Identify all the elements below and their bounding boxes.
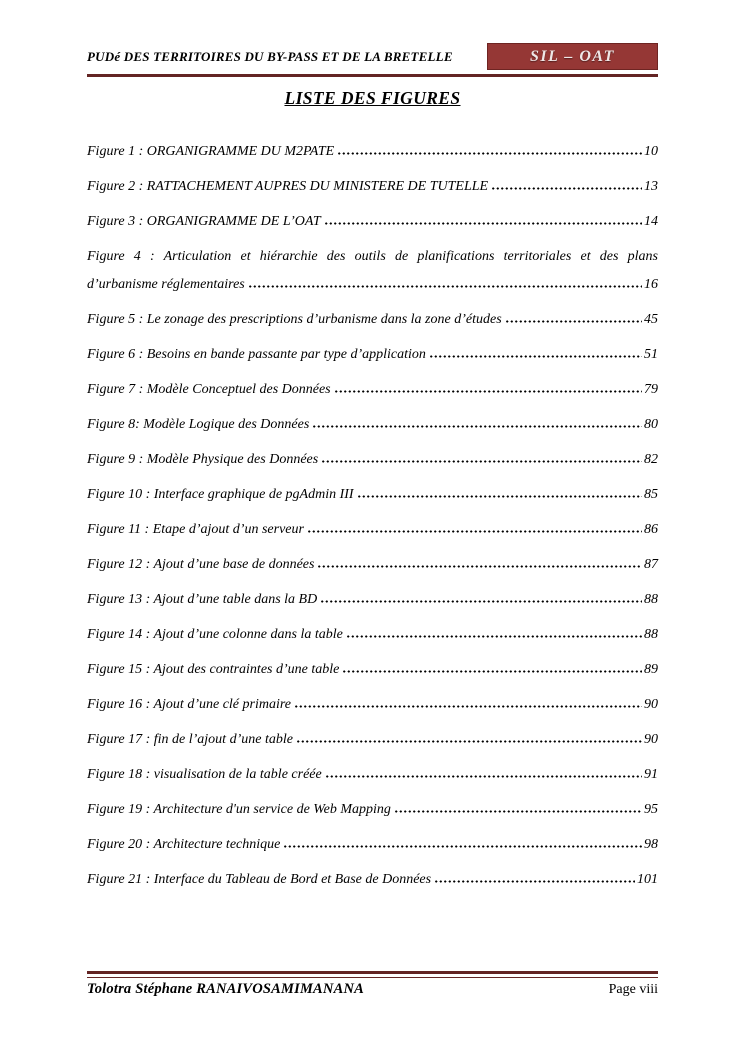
figure-entry (87, 208, 658, 236)
figure-entry (87, 243, 658, 299)
figure-entry-line (87, 341, 658, 369)
figure-entry-page: 79 (644, 382, 658, 397)
figure-entry-line (87, 691, 658, 719)
figure-entry-label: Figure 19 : Architecture d'un service de Web Mapping (87, 802, 391, 817)
figure-entry-line (87, 656, 658, 684)
figure-entry (87, 831, 658, 859)
figure-entry-page: 80 (644, 417, 658, 432)
figure-leader-dots (321, 460, 642, 463)
figure-entry-label: Figure 11 : Etape d’ajout d’un serveur (87, 522, 304, 537)
figure-leader-dots (429, 355, 642, 358)
figure-entry-line (87, 138, 658, 166)
figure-entry-line (87, 306, 658, 334)
figure-entry-line (87, 208, 658, 236)
figure-entry (87, 586, 658, 614)
figure-entry-line (87, 516, 658, 544)
figure-entry-page: 51 (644, 347, 658, 362)
figure-leader-dots (294, 705, 642, 708)
figure-leader-dots (334, 390, 642, 393)
figure-entry-page: 87 (644, 557, 658, 572)
figure-leader-dots (324, 222, 642, 225)
figures-list (87, 138, 658, 901)
figure-entry-page: 14 (644, 214, 658, 229)
figure-entry-label: Figure 15 : Ajout des contraintes d’une table (87, 662, 340, 677)
figure-entry-label: Figure 9 : Modèle Physique des Données (87, 452, 319, 467)
figure-entry-label: Figure 2 : RATTACHEMENT AUPRES DU MINISTERE DE TUTELLE (87, 179, 489, 194)
figure-entry-label: d’urbanisme réglementaires (87, 277, 245, 292)
figure-entry-page: 10 (644, 144, 658, 159)
figure-entry-page: 90 (644, 697, 658, 712)
figure-leader-dots (320, 600, 642, 603)
figure-entry (87, 411, 658, 439)
figure-entry (87, 516, 658, 544)
figure-leader-dots (283, 845, 642, 848)
figure-entry-label: Figure 14 : Ajout d’une colonne dans la table (87, 627, 343, 642)
figure-entry-wrapped-text: Figure 4 : Articulation et hiérarchie des outils de planifications territoriales et des plans (87, 249, 658, 264)
figure-entry-page: 85 (644, 487, 658, 502)
figure-entry-page: 86 (644, 522, 658, 537)
figure-entry (87, 621, 658, 649)
figure-entry-page: 13 (644, 179, 658, 194)
figure-leader-dots (248, 285, 642, 288)
figure-entry-label: Figure 21 : Interface du Tableau de Bord et Base de Données (87, 872, 432, 887)
figure-entry (87, 866, 658, 894)
figure-entry-label: Figure 5 : Le zonage des prescriptions d’urbanisme dans la zone d’études (87, 312, 502, 327)
figure-entry (87, 306, 658, 334)
figure-entry-label: Figure 16 : Ajout d’une clé primaire (87, 697, 291, 712)
page-footer (87, 981, 658, 998)
figure-entry-label: Figure 7 : Modèle Conceptuel des Données (87, 382, 331, 397)
figure-leader-dots (434, 880, 635, 883)
page-title: LISTE DES FIGURES (284, 88, 461, 108)
figure-entry-page: 88 (644, 592, 658, 607)
figure-entry-line (87, 726, 658, 754)
footer-rule-thin (87, 977, 658, 978)
figure-entry-page: 45 (644, 312, 658, 327)
figure-entry-page: 82 (644, 452, 658, 467)
footer-rule-thick (87, 971, 658, 974)
figure-entry-line (87, 271, 658, 299)
figure-entry-label: Figure 13 : Ajout d’une table dans la BD (87, 592, 318, 607)
figure-entry-line (87, 446, 658, 474)
figure-entry (87, 341, 658, 369)
figure-entry-line (87, 481, 658, 509)
figure-entry-page: 88 (644, 627, 658, 642)
figure-entry-page: 16 (644, 277, 658, 292)
figure-entry (87, 376, 658, 404)
page-header (87, 42, 658, 71)
figure-entry-line (87, 411, 658, 439)
figure-entry (87, 796, 658, 824)
figure-leader-dots (491, 187, 642, 190)
figure-entry (87, 691, 658, 719)
figure-entry-page: 98 (644, 837, 658, 852)
figure-entry (87, 173, 658, 201)
figure-entry-label: Figure 1 : ORGANIGRAMME DU M2PATE (87, 144, 335, 159)
figure-entry-label: Figure 8: Modèle Logique des Données (87, 417, 310, 432)
figure-entry-page: 90 (644, 732, 658, 747)
figure-entry (87, 726, 658, 754)
figure-leader-dots (357, 495, 642, 498)
figure-leader-dots (346, 635, 642, 638)
header-rule (87, 74, 658, 77)
figure-entry-line (87, 831, 658, 859)
figure-entry-page: 89 (644, 662, 658, 677)
figure-leader-dots (325, 775, 642, 778)
figure-entry-label: Figure 12 : Ajout d’une base de données (87, 557, 315, 572)
figure-leader-dots (317, 565, 642, 568)
figure-entry-line (87, 586, 658, 614)
figure-entry (87, 446, 658, 474)
figure-entry-label: Figure 6 : Besoins en bande passante par type d’application (87, 347, 426, 362)
figure-entry-page: 91 (644, 767, 658, 782)
figure-leader-dots (312, 425, 642, 428)
figure-entry-label: Figure 18 : visualisation de la table créée (87, 767, 322, 782)
header-title: PUDé DES TERRITOIRES DU BY-PASS ET DE LA BRETELLE (87, 48, 453, 64)
figure-leader-dots (337, 152, 642, 155)
footer-author: Tolotra Stéphane RANAIVOSAMIMANANA (87, 981, 365, 997)
figure-entry-label: Figure 17 : fin de l’ajout d’une table (87, 732, 293, 747)
figure-entry-label: Figure 10 : Interface graphique de pgAdmin III (87, 487, 354, 502)
footer-page-number: Page viii (608, 982, 658, 997)
figure-entry (87, 656, 658, 684)
figure-leader-dots (307, 530, 642, 533)
figure-entry-label: Figure 3 : ORGANIGRAMME DE L’OAT (87, 214, 321, 229)
figure-entry-line (87, 376, 658, 404)
figure-entry (87, 761, 658, 789)
figure-entry (87, 551, 658, 579)
figure-entry-line (87, 796, 658, 824)
figure-entry-line (87, 866, 658, 894)
figure-leader-dots (505, 320, 642, 323)
figure-entry-line (87, 173, 658, 201)
figure-entry (87, 138, 658, 166)
figure-entry-line (87, 761, 658, 789)
figure-leader-dots (342, 670, 642, 673)
figure-leader-dots (296, 740, 642, 743)
figure-leader-dots (394, 810, 642, 813)
figure-entry-label: Figure 20 : Architecture technique (87, 837, 281, 852)
figure-entry-line (87, 551, 658, 579)
header-badge: SIL – OAT (487, 43, 658, 70)
figure-entry-line (87, 621, 658, 649)
figure-entry (87, 481, 658, 509)
figure-entry-page: 101 (637, 872, 658, 887)
figure-entry-page: 95 (644, 802, 658, 817)
